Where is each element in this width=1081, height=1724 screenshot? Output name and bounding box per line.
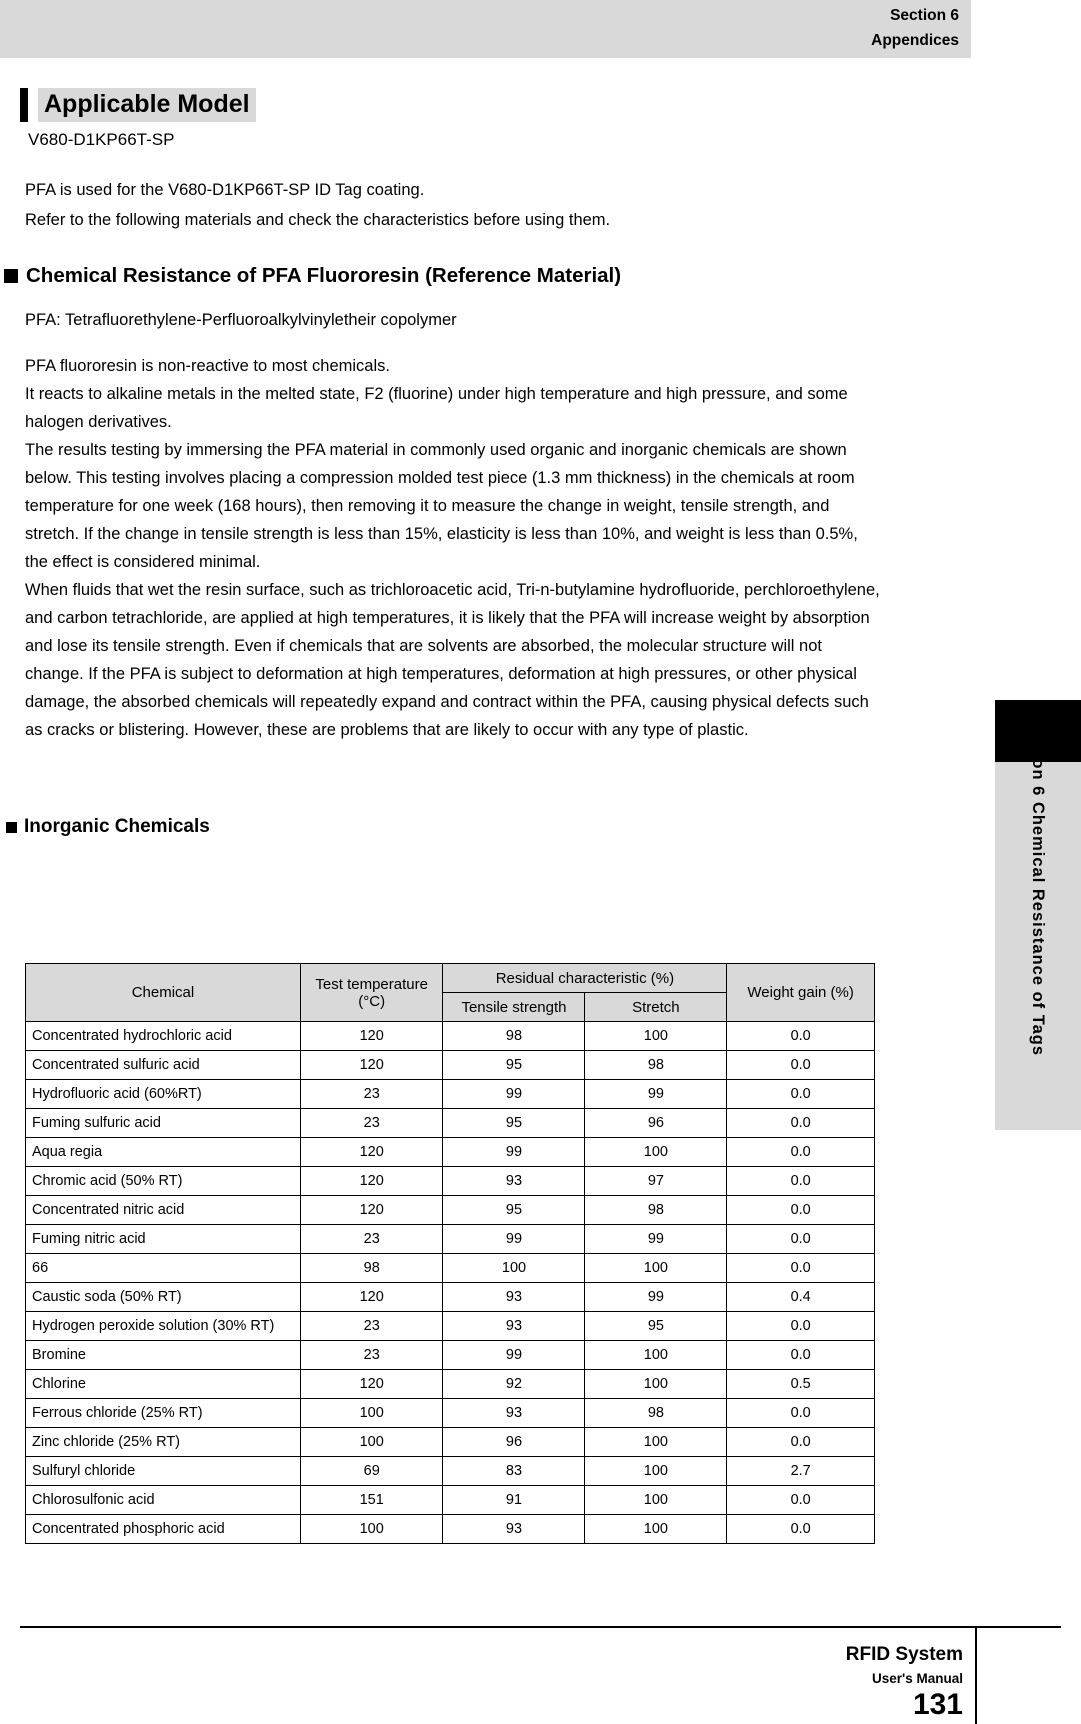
cell-chemical: Aqua regia (26, 1138, 301, 1167)
table-row (26, 1457, 875, 1486)
cell-chemical: Chlorine (26, 1370, 301, 1399)
cell-stretch: 100 (585, 1515, 727, 1544)
cell-weight-gain: 0.0 (727, 1312, 875, 1341)
table-row (26, 1022, 875, 1051)
footer-divider (20, 1626, 1061, 1628)
model-subtitle: V680-D1KP66T-SP (28, 130, 175, 149)
cell-tensile-strength: 91 (443, 1486, 585, 1515)
cell-chemical: Chlorosulfonic acid (26, 1486, 301, 1515)
page-title (20, 88, 256, 122)
cell-weight-gain: 0.0 (727, 1196, 875, 1225)
table-row (26, 1167, 875, 1196)
cell-chemical: Sulfuryl chloride (26, 1457, 301, 1486)
page-header (0, 0, 1081, 58)
subsection-heading-inorganic-chemicals (6, 816, 210, 838)
cell-stretch: 99 (585, 1283, 727, 1312)
cell-test-temperature: 23 (300, 1109, 443, 1138)
th-test-temperature (300, 964, 443, 1022)
table-row (26, 1428, 875, 1457)
footer-product-name: RFID System (845, 1644, 963, 1665)
cell-stretch: 98 (585, 1196, 727, 1225)
table-header (26, 964, 875, 1022)
cell-chemical: Caustic soda (50% RT) (26, 1283, 301, 1312)
page-footer (0, 1604, 1081, 1724)
cell-weight-gain: 0.0 (727, 1341, 875, 1370)
header-section-label (871, 3, 959, 53)
cell-test-temperature: 151 (300, 1486, 443, 1515)
cell-tensile-strength: 99 (443, 1225, 585, 1254)
cell-test-temperature: 120 (300, 1283, 443, 1312)
page-title-text: Applicable Model (38, 88, 256, 122)
cell-stretch: 100 (585, 1370, 727, 1399)
body-paragraph-1: PFA fluororesin is non-reactive to most chemicals. (25, 357, 390, 375)
cell-test-temperature: 120 (300, 1051, 443, 1080)
table-body (26, 1022, 875, 1544)
cell-chemical: Hydrogen peroxide solution (30% RT) (26, 1312, 301, 1341)
th-chemical: Chemical (26, 964, 301, 1022)
page-number: 131 (912, 1688, 963, 1721)
footer-vertical-divider (975, 1628, 977, 1724)
th-test-temperature-line2: (°C) (358, 992, 386, 1010)
th-weight-gain: Weight gain (%) (727, 964, 875, 1022)
inorganic-chemicals-table (25, 963, 875, 1544)
cell-chemical: Zinc chloride (25% RT) (26, 1428, 301, 1457)
cell-stretch: 100 (585, 1138, 727, 1167)
body-paragraph-3: The results testing by immersing the PFA material in commonly used organic and inorganic chemicals are shown below. This testing involves placing a compression molded test piece (1.3 mm thickness) in the chemicals at room temperature for one week (168 hours), then removing it to measure the change in weight, tensile strength, and stretch. If the change in tensile strength is less than 15%, elasticity is less than 10%, and weight is less than 0.5%, the effect is considered minimal. (25, 441, 858, 571)
cell-test-temperature: 120 (300, 1138, 443, 1167)
cell-tensile-strength: 96 (443, 1428, 585, 1457)
th-stretch: Stretch (585, 993, 727, 1022)
cell-test-temperature: 120 (300, 1022, 443, 1051)
cell-test-temperature: 23 (300, 1341, 443, 1370)
cell-weight-gain: 2.7 (727, 1457, 875, 1486)
table-row (26, 1138, 875, 1167)
header-right-cutout (971, 0, 1081, 58)
intro-line-2: Refer to the following materials and check the characteristics before using them. (25, 211, 611, 229)
subsection-heading-text: Inorganic Chemicals (24, 816, 210, 837)
cell-test-temperature: 69 (300, 1457, 443, 1486)
cell-test-temperature: 120 (300, 1370, 443, 1399)
cell-chemical: Bromine (26, 1341, 301, 1370)
cell-weight-gain: 0.0 (727, 1051, 875, 1080)
intro-line-1: PFA is used for the V680-D1KP66T-SP ID Tag coating. (25, 181, 425, 199)
table-row (26, 1399, 875, 1428)
cell-test-temperature: 100 (300, 1399, 443, 1428)
table-row (26, 1254, 875, 1283)
th-residual-characteristic: Residual characteristic (%) (443, 964, 727, 993)
cell-weight-gain: 0.0 (727, 1254, 875, 1283)
cell-weight-gain: 0.0 (727, 1486, 875, 1515)
table-row (26, 1515, 875, 1544)
table-row (26, 1341, 875, 1370)
cell-chemical: Concentrated sulfuric acid (26, 1051, 301, 1080)
cell-test-temperature: 23 (300, 1080, 443, 1109)
cell-stretch: 100 (585, 1022, 727, 1051)
cell-weight-gain: 0.0 (727, 1428, 875, 1457)
table-row (26, 1225, 875, 1254)
cell-chemical: Concentrated nitric acid (26, 1196, 301, 1225)
table-row (26, 1283, 875, 1312)
header-line-2: Appendices (871, 32, 959, 49)
cell-tensile-strength: 98 (443, 1022, 585, 1051)
title-bar-marker-icon (20, 88, 28, 122)
cell-tensile-strength: 83 (443, 1457, 585, 1486)
cell-weight-gain: 0.0 (727, 1225, 875, 1254)
cell-tensile-strength: 93 (443, 1312, 585, 1341)
cell-test-temperature: 120 (300, 1167, 443, 1196)
cell-test-temperature: 23 (300, 1225, 443, 1254)
table-row (26, 1051, 875, 1080)
cell-test-temperature: 120 (300, 1196, 443, 1225)
cell-tensile-strength: 95 (443, 1196, 585, 1225)
footer-manual-name: User's Manual (872, 1671, 963, 1686)
cell-stretch: 98 (585, 1051, 727, 1080)
cell-stretch: 100 (585, 1486, 727, 1515)
cell-chemical: Chromic acid (50% RT) (26, 1167, 301, 1196)
cell-stretch: 98 (585, 1399, 727, 1428)
cell-weight-gain: 0.0 (727, 1399, 875, 1428)
square-bullet-icon (4, 269, 18, 283)
cell-weight-gain: 0.0 (727, 1109, 875, 1138)
cell-stretch: 100 (585, 1457, 727, 1486)
cell-test-temperature: 23 (300, 1312, 443, 1341)
cell-weight-gain: 0.0 (727, 1022, 875, 1051)
table-row (26, 1196, 875, 1225)
cell-tensile-strength: 100 (443, 1254, 585, 1283)
cell-tensile-strength: 99 (443, 1341, 585, 1370)
body-paragraph-4: When fluids that wet the resin surface, such as trichloroacetic acid, Tri-n-butylamine hydrofluoride, perchloroethylene, and carbon tetrachloride, are applied at high temperatures, it is likely that the PFA will increase weight by absorption and lose its tensile strength. Even if chemicals that are solvents are absorbed, the molecular structure will not change. If the PFA is subject to deformation at high temperatures, deformation at high pressures, or other physical damage, the absorbed chemicals will repeatedly expand and contract within the PFA, causing physical defects such as cracks or blistering. However, these are problems that are likely to occur with any type of plastic. (25, 581, 880, 739)
cell-stretch: 100 (585, 1428, 727, 1457)
body-paragraph-2: It reacts to alkaline metals in the melted state, F2 (fluorine) under high temperature and high pressure, and some halogen derivatives. (25, 385, 848, 431)
cell-stretch: 97 (585, 1167, 727, 1196)
cell-chemical: Ferrous chloride (25% RT) (26, 1399, 301, 1428)
cell-tensile-strength: 95 (443, 1051, 585, 1080)
cell-weight-gain: 0.0 (727, 1080, 875, 1109)
cell-chemical: Hydrofluoric acid (60%RT) (26, 1080, 301, 1109)
cell-weight-gain: 0.0 (727, 1515, 875, 1544)
cell-tensile-strength: 93 (443, 1167, 585, 1196)
side-tab (977, 700, 1081, 1130)
header-line-1: Section 6 (890, 7, 959, 24)
cell-tensile-strength: 95 (443, 1109, 585, 1138)
cell-stretch: 100 (585, 1254, 727, 1283)
th-test-temperature-line1: Test temperature (315, 975, 428, 993)
section-heading-chemical-resistance (4, 264, 621, 288)
small-square-bullet-icon (6, 822, 17, 833)
cell-weight-gain: 0.4 (727, 1283, 875, 1312)
cell-test-temperature: 100 (300, 1428, 443, 1457)
cell-stretch: 99 (585, 1080, 727, 1109)
cell-chemical: Concentrated phosphoric acid (26, 1515, 301, 1544)
cell-stretch: 99 (585, 1225, 727, 1254)
table-row (26, 1080, 875, 1109)
cell-weight-gain: 0.0 (727, 1138, 875, 1167)
cell-tensile-strength: 99 (443, 1138, 585, 1167)
cell-stretch: 95 (585, 1312, 727, 1341)
section-heading-text: Chemical Resistance of PFA Fluororesin (Reference Material) (26, 264, 622, 287)
cell-tensile-strength: 99 (443, 1080, 585, 1109)
cell-test-temperature: 98 (300, 1254, 443, 1283)
table-row (26, 1109, 875, 1138)
table-row (26, 1370, 875, 1399)
cell-tensile-strength: 92 (443, 1370, 585, 1399)
cell-stretch: 96 (585, 1109, 727, 1138)
cell-chemical: 66 (26, 1254, 301, 1283)
pfa-definition: PFA: Tetrafluorethylene-Perfluoroalkylvinyletheir copolymer (25, 311, 457, 329)
side-tab-label: Section 6 Chemical Resistance of Tags (1029, 714, 1048, 1057)
cell-test-temperature: 100 (300, 1515, 443, 1544)
cell-stretch: 100 (585, 1341, 727, 1370)
cell-chemical: Fuming sulfuric acid (26, 1109, 301, 1138)
table-row (26, 1312, 875, 1341)
cell-weight-gain: 0.0 (727, 1167, 875, 1196)
cell-tensile-strength: 93 (443, 1515, 585, 1544)
cell-tensile-strength: 93 (443, 1283, 585, 1312)
th-tensile-strength: Tensile strength (443, 993, 585, 1022)
cell-tensile-strength: 93 (443, 1399, 585, 1428)
cell-weight-gain: 0.5 (727, 1370, 875, 1399)
table-row (26, 1486, 875, 1515)
table-header-row-1 (26, 964, 875, 993)
cell-chemical: Concentrated hydrochloric acid (26, 1022, 301, 1051)
cell-chemical: Fuming nitric acid (26, 1225, 301, 1254)
